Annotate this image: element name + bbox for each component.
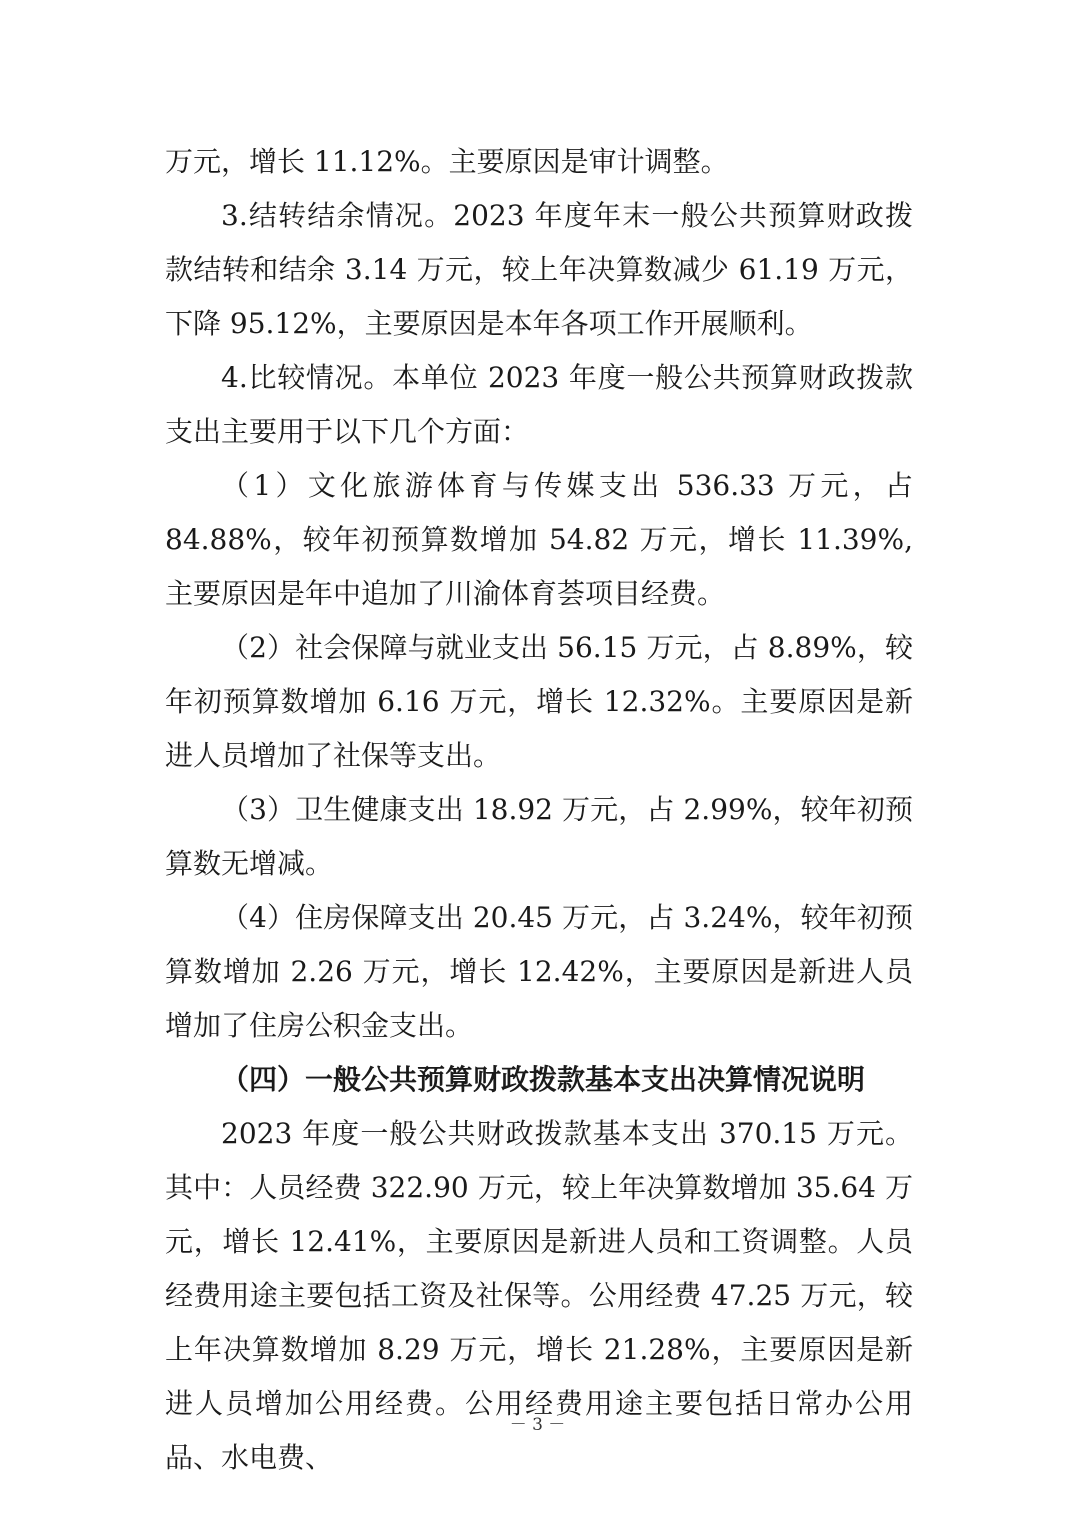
paragraph-item-culture-tourism: （1）文化旅游体育与传媒支出 536.33 万元，占 84.88%，较年初预算数增加 54.82 万元，增长 11.39%,主要原因是年中追加了川渝体育荟项目经费。 xyxy=(165,469,913,610)
document-body xyxy=(165,135,913,1485)
page-number: － 3 － xyxy=(509,1415,566,1435)
paragraph-carryover-balance: 3.结转结余情况。2023 年度年末一般公共预算财政拨款结转和结余 3.14 万元，较上年决算数减少 61.19 万元，下降 95.12%，主要原因是本年各项工作开展顺利。 xyxy=(165,199,913,340)
paragraph-continuation: 万元，增长 11.12%。主要原因是审计调整。 xyxy=(165,145,729,178)
paragraph-item-health: （3）卫生健康支出 18.92 万元，占 2.99%，较年初预算数无增减。 xyxy=(165,793,913,880)
paragraph-item-social-security: （2）社会保障与就业支出 56.15 万元，占 8.89%，较年初预算数增加 6.16 万元，增长 12.32%。主要原因是新进人员增加了社保等支出。 xyxy=(165,631,913,772)
paragraph-comparison: 4.比较情况。本单位 2023 年度一般公共预算财政拨款支出主要用于以下几个方面： xyxy=(165,361,913,448)
section-heading: （四）一般公共预算财政拨款基本支出决算情况说明 xyxy=(221,1063,866,1096)
paragraph-item-housing: （4）住房保障支出 20.45 万元，占 3.24%，较年初预算数增加 2.26 万元，增长 12.42%，主要原因是新进人员增加了住房公积金支出。 xyxy=(165,901,913,1042)
paragraph-basic-expenditure: 2023 年度一般公共财政拨款基本支出 370.15 万元。其中：人员经费 322.90 万元，较上年决算数增加 35.64 万元，增长 12.41%，主要原因是新进人员和工资调整。人员经费用途主要包括工资及社保等。公用经费 47.25 万元，较上年决算数增加 8.29 万元，增长 21.28%，主要原因是新进人员增加公用经费。公用经费用途主要包括日常办公用品、水电费、 xyxy=(165,1117,913,1474)
